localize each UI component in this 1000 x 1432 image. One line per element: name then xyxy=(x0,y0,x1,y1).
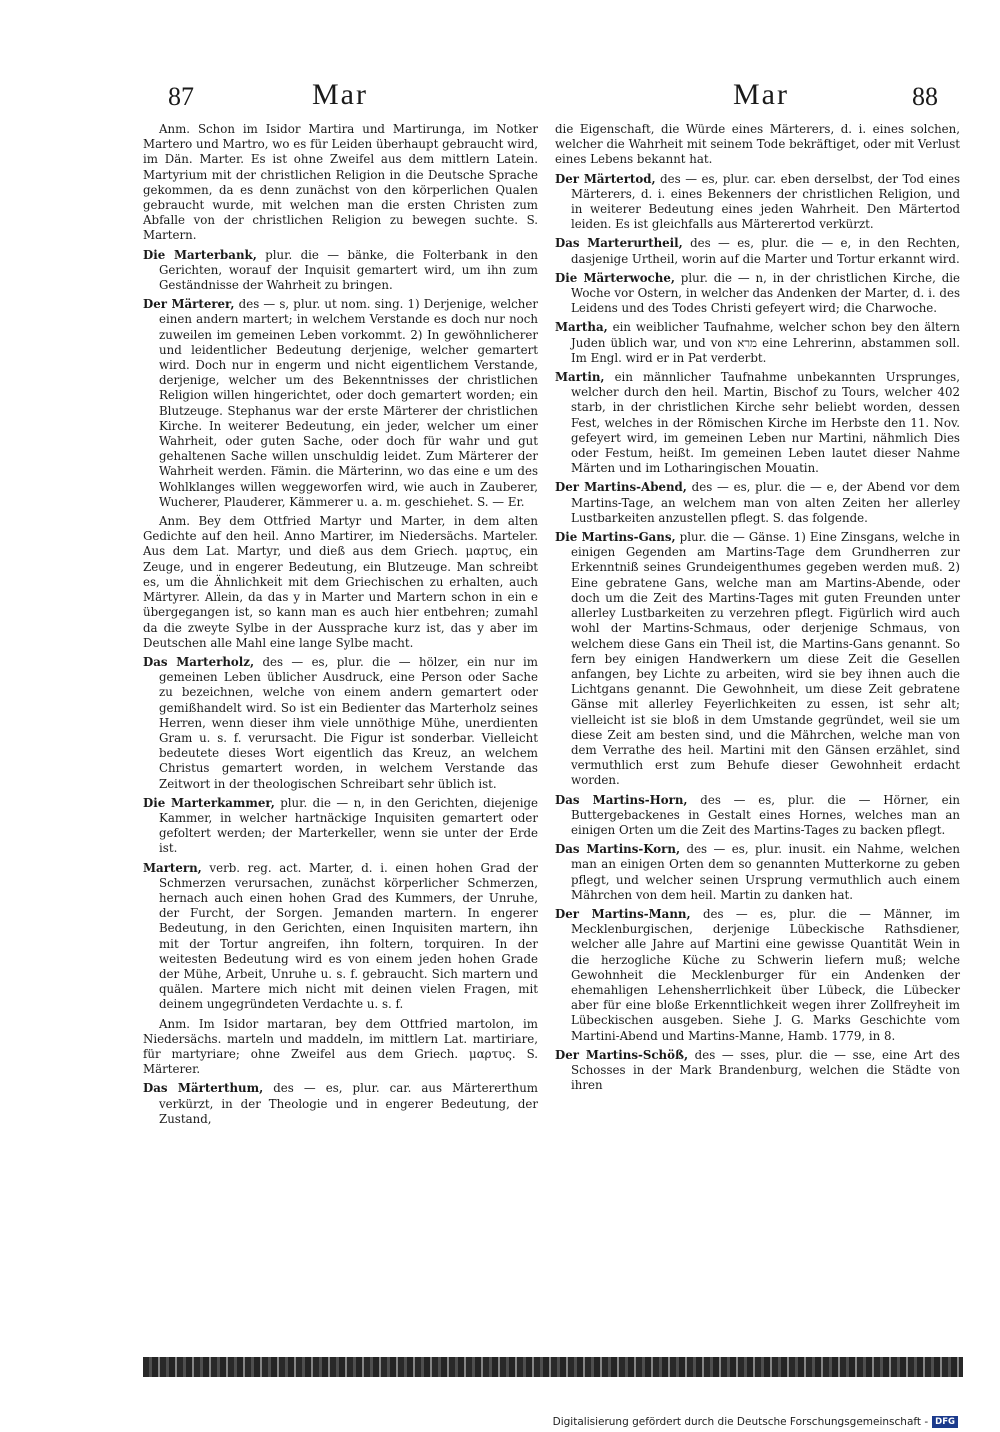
dictionary-entry xyxy=(143,861,538,1013)
dictionary-entry xyxy=(555,530,960,788)
entry-definition: des — es, plur. car. eben derselbst, der Tod eines Märterers, d. i. eines Bekenners der christlichen Religion, und in weiterer Bedeutung eines jeden Wahrheit. Den Märtertod leiden. Es ist gleichfalls aus Märterertod verkürzt. xyxy=(571,171,960,232)
annotation-paragraph: Anm. Im Isidor martaran, bey dem Ottfried martolon, im Niedersächs. marteln und maddeln, im mittlern Lat. martiriare, für martyriare; ohne Zweifel aus dem Griech. μαρτυς. S. Märterer. xyxy=(143,1016,538,1077)
entry-definition: ein weiblicher Taufnahme, welcher schon bey den ältern Juden üblich war, und von מרא eine Lehrerinn, abstammen soll. Im Engl. wird er in Pat verderbt. xyxy=(571,320,960,365)
entry-headword: Die Märterwoche, xyxy=(555,270,675,285)
entry-headword: Das Martins-Korn, xyxy=(555,842,681,857)
dictionary-entry xyxy=(143,655,538,792)
entry-definition: des — es, plur. inusit. ein Nahme, welchen man an einigen Orten dem so genannten Mutterkorne zu geben pflegt, und welcher seinen Ursprung vermuthlich auch einem Mährchen von dem heil. Martin zu danken hat. xyxy=(571,842,961,902)
entry-definition: des — es, plur. die — Hörner, ein Buttergebackenes in Gestalt eines Hornes, welches man an einigen Orten um die Zeit des Martins-Tages zu backen pflegt. xyxy=(571,792,961,837)
entry-definition: des — es, plur. die — Männer, im Mecklenburgischen, derjenige Lübeckische Rathsdiener, welcher alle Jahre auf Martini eine gewisse Quantität Wein in die herzogliche Küche zu Schwerin liefern muß; welche Gewohnheit die Mecklenburger für ein Andenken der ehemahligen Lehensherrlichkeit über Lübeck, die Lübecker aber für eine bloße Erkenntlichkeit wegen ihrer Zollfreyheit im Lübeckischen ausgeben. Siehe J. G. Marks Geschichte vom Martini-Abend und Martins-Manne, Hamb. 1779, in 8. xyxy=(571,906,960,1043)
dictionary-entry xyxy=(143,796,538,857)
dictionary-entry xyxy=(555,320,960,366)
right-running-head: Mar xyxy=(733,78,789,111)
entry-definition: verb. reg. act. Marter, d. i. einen hohen Grad der Schmerzen verursachen, zunächst körperlicher Schmerzen, hernach auch einen hohen Grad des Kummers, der Unruhe, der Furcht, der Sorgen. Jemanden martern. In engerer Bedeutung, in den Gerichten, einen Inquisiten martern, ihn mit der Tortur angreifen, ihn foltern, torquiren. In der weitesten Bedeutung wird es von einem jeden hohen Grade der Mühe, Arbeit, Unruhe u. s. f. gebraucht. Sich martern und quälen. Martere mich nicht mit deinen vielen Fragen, mit deinem ungegründeten Verdachte u. s. f. xyxy=(159,860,538,1012)
entry-headword: Das Martins-Horn, xyxy=(555,792,688,807)
dictionary-entry xyxy=(143,297,538,510)
dictionary-entry xyxy=(555,480,960,526)
entry-headword: Das Marterholz, xyxy=(143,654,255,669)
scan-edge-bar xyxy=(143,1357,963,1377)
dictionary-entry xyxy=(143,1081,538,1127)
dictionary-entry xyxy=(555,907,960,1044)
dictionary-entry xyxy=(555,271,960,317)
dictionary-entry xyxy=(555,370,960,476)
entry-definition: des — s, plur. ut nom. sing. 1) Derjenige, welcher einen andern martert; in welchem Verstande es doch nur noch zuweilen im gemeinen Leben vorkommt. 2) In gewöhnlicherer und leidentlicher Bedeutung derjenige, welcher gemartert wird. Doch nur in engerm und nicht eigentlichem Verstande, derjenige, welcher um des Bekenntnisses der christlichen Religion willen hingerichtet, oder doch gemartert worden; ein Blutzeuge. Stephanus war der erste Märterer der christlichen Kirche. In weiterer Bedeutung, ein jeder, welcher um einer Wahrheit, oder guten Sache, oder doch für wahr und gut gehaltenen Sache willen unschuldig leidet. Zum Märterer der Wahrheit werden. Fämin. die Märterinn, wo das eine e um des Wohlklanges willen weggeworfen wird, wie auch in Zauberer, Wucherer, Plauderer, Kämmerer u. a. m. geschiehet. S. — Er. xyxy=(159,297,538,509)
entry-headword: Martin, xyxy=(555,370,605,385)
left-running-head: Mar xyxy=(312,78,368,111)
dictionary-entry xyxy=(143,248,538,294)
entry-headword: Der Märtertod, xyxy=(555,171,656,186)
annotation-paragraph: Anm. Schon im Isidor Martira und Martirunga, im Notker Martero und Martro, wo es für Leiden überhaupt gebraucht wird, im Dän. Marter. Es ist ohne Zweifel aus dem mittlern Latein. Martyrium mit der christlichen Religion in die Deutsche Sprache gekommen, da es denn zunächst von den körperlichen Qualen gebraucht wurde, mit welchen man die ersten Christen zum Abfalle von der christlichen Religion zu bewegen suchte. S. Martern. xyxy=(143,122,538,243)
right-page-number: 88 xyxy=(912,82,938,111)
entry-definition: des — es, plur. die — hölzer, ein nur im gemeinen Leben üblicher Ausdruck, eine Person oder Sache zu bezeichnen, welche von einem andern gemartert oder gemißhandelt wird. So ist ein Bedienter das Marterholz seines Herren, wenn dieser ihm viele unnöthige Mühe, unerdienten Gram u. s. f. verursacht. Die Figur ist sonderbar. Vielleicht bedeutete dieses Wort eigentlich das Kreuz, an welchem Christus gemartert worden, in welchem Verstande das Zeitwort in der theologischen Schreibart sehr üblich ist. xyxy=(159,654,538,791)
entry-headword: Das Märterthum, xyxy=(143,1081,264,1096)
dictionary-entry xyxy=(555,1048,960,1094)
dictionary-entry xyxy=(555,236,960,266)
dictionary-entry xyxy=(555,793,960,839)
entry-definition: des — sses, plur. die — sse, eine Art des Schosses in der Mark Brandenburg, welchen die Städte von ihren xyxy=(571,1047,960,1093)
entry-definition: plur. die — Gänse. 1) Eine Zinsgans, welche in einigen Gegenden am Martins-Tage dem Grundherren zur Erkenntniß seines Grundeigenthumes gegeben werden muß. 2) Eine gebratene Gans, welche man am Martins-Abende, oder doch um die Zeit des Martins-Tages mit guten Freunden unter allerley Lustbarkeiten zu verzehren pflegt. Figürlich wird auch wohl der Martins-Schmaus, oder derjenige Schmaus, von welchem diese Gans ein Theil ist, die Martins-Gans genannt. So fern bey einigen Handwerkern um diese Zeit die Gesellen anfangen, bey Lichte zu arbeiten, wird sie bey ihnen auch die Lichtgans genannt. Die Gewohnheit, um diese Zeit gebratene Gänse mit allerley Feyerlichkeiten zu essen, ist sehr alt; vielleicht ist sie bloß in dem Umstande gegründet, weil sie um diese Zeit am besten sind, und die Mährchen, welche man von dem Verrathe des heil. Martini mit den Gänsen erzählet, sind vermuthlich erst zum Behufe dieser Gewohnheit erdacht worden. xyxy=(571,530,960,788)
entry-definition: ein männlicher Taufnahme unbekannten Ursprunges, welcher durch den heil. Martin, Bischof zu Tours, welcher 402 starb, in der christlichen Kirche sehr beliebt worden, dessen Fest, welches in der Römischen Kirche im Herbste den 11. Nov. gefeyert wird, im gemeinen Leben nur Martini, nähmlich Dies oder Festum, heißt. Im gemeinen Leben lautet dieser Nahme Märten und im Lotharingischen Mouatin. xyxy=(571,370,960,476)
footer-credit xyxy=(553,1416,958,1428)
left-page-number: 87 xyxy=(168,82,194,111)
dictionary-entry xyxy=(555,172,960,233)
continued-text: die Eigenschaft, die Würde eines Märterers, d. i. eines solchen, welcher die Wahrheit mit seinem Tode bekräftiget, oder mit Verlust eines Lebens bekannt hat. xyxy=(555,122,960,167)
entry-definition: plur. die — n, in der christlichen Kirche, die Woche vor Ostern, in welcher das Andenken der Marter, d. i. des Leidens und des Todes Christi gefeyert wird; die Charwoche. xyxy=(571,270,960,316)
entry-headword: Der Martins-Abend, xyxy=(555,480,687,495)
entry-headword: Der Märterer, xyxy=(143,297,235,312)
entry-definition: des — es, plur. car. aus Märtererthum verkürzt, in der Theologie und in engerer Bedeutung, der Zustand, xyxy=(159,1081,538,1126)
annotation-paragraph: Anm. Bey dem Ottfried Martyr und Marter, in dem alten Gedichte auf den heil. Anno Martirer, im Niedersächs. Marteler. Aus dem Lat. Martyr, und dieß aus dem Griech. μαρτυς, ein Zeuge, und in engerer Bedeutung, ein Blutzeuge. Man schreibt es, um die Ähnlichkeit mit dem Griechischen zu erhalten, auch Märtyrer. Allein, da das y in Marter und Martern schon in ein e übergegangen ist, so kann man es auch hier entbehren; zumahl da die zweyte Sylbe in der Aussprache kurz ist, das y aber im Deutschen alle Mahl eine lange Sylbe macht. xyxy=(143,514,538,650)
entry-headword: Der Martins-Mann, xyxy=(555,906,691,921)
entry-headword: Das Marterurtheil, xyxy=(555,236,683,251)
entry-headword: Martern, xyxy=(143,860,202,875)
right-column xyxy=(555,122,960,1097)
dfg-logo: DFG xyxy=(932,1416,958,1428)
entry-headword: Die Marterbank, xyxy=(143,247,257,262)
left-column xyxy=(143,122,538,1131)
footer-text: Digitalisierung gefördert durch die Deutsche Forschungsgemeinschaft - xyxy=(552,1416,929,1428)
entry-definition: plur. die — bänke, die Folterbank in den Gerichten, worauf der Inquisit gemartert wird, um ihn zum Geständnisse der Wahrheit zu bringen. xyxy=(159,247,539,293)
entry-definition: des — es, plur. die — e, der Abend vor dem Martins-Tage, an welchem man von alten Zeiten her allerley Lustbarkeiten anzustellen pflegt. S. das folgende. xyxy=(571,480,960,525)
entry-headword: Der Martins-Schöß, xyxy=(555,1047,689,1062)
entry-definition: des — es, plur. die — e, in den Rechten, dasjenige Urtheil, worin auf die Marter und Tortur erkannt wird. xyxy=(571,236,960,266)
entry-headword: Die Marterkammer, xyxy=(143,795,275,810)
dictionary-entry xyxy=(555,842,960,903)
entry-headword: Martha, xyxy=(555,320,608,335)
entry-definition: plur. die — n, in den Gerichten, diejenige Kammer, in welcher hartnäckige Inquisiten gemartert oder gefoltert werden; der Marterkeller, wenn sie unter der Erde ist. xyxy=(159,795,538,856)
entry-headword: Die Martins-Gans, xyxy=(555,530,676,545)
